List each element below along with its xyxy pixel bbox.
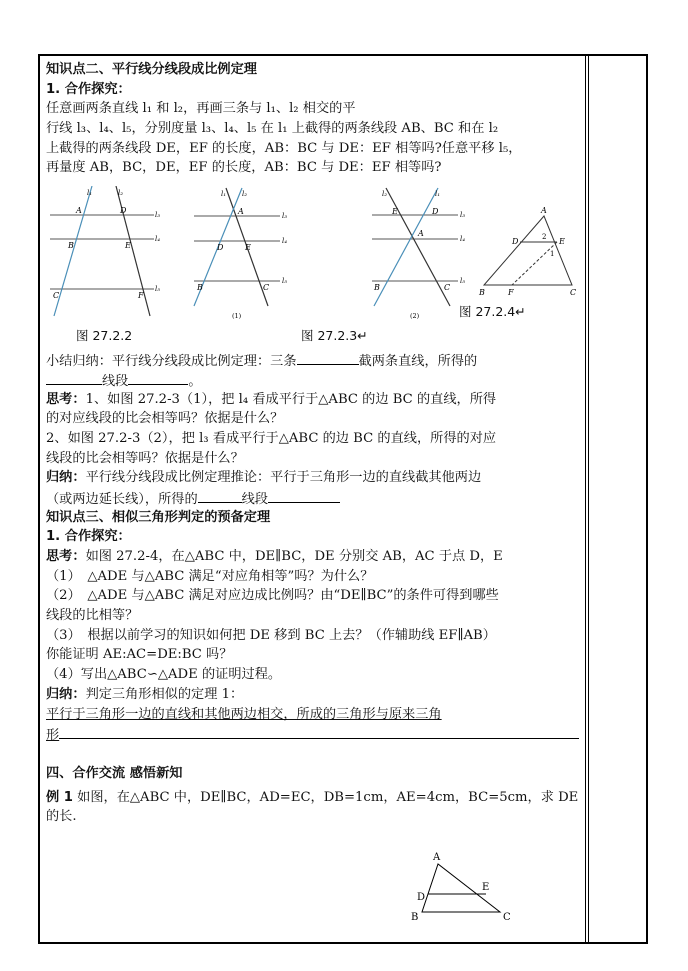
label-C: C [444,283,451,292]
label-l5: l₅ [155,285,161,293]
section2-sub: 1. 合作探究： [46,81,131,97]
para: 的对应线段的比会相等吗？依据是什么？ [46,411,284,427]
label-l3: l₃ [155,211,161,219]
label-l2: l₂ [382,190,388,198]
label-E: E [245,243,251,252]
label-C: C [263,283,270,292]
label-C: C [570,288,577,297]
question-3: （3） 根据以前学习的知识如何把 DE 移到 BC 上去？（作辅助线 EF∥AB） [46,627,496,643]
example-1: 例 1 如图，在△ABC 中，DE∥BC，AD=EC，DB=1cm，AE=4cm，BC=5cm，求 DE [46,789,579,805]
label-l1: l₁ [87,189,93,197]
example-figure [404,848,520,924]
label-D: D [432,207,439,216]
label-B: B [374,283,380,292]
theorem-line: 平行于三角形一边的直线和其他两边相交，所成的三角形与原来三角 [46,706,442,722]
label-l3: l₃ [460,211,466,219]
section4-heading: 四、合作交流 感悟新知 [46,765,183,781]
induce-cont: （或两边延长线），所得的 线段 [46,488,584,508]
label-B: B [479,288,485,297]
label-l4: l₄ [460,235,466,243]
label-A: A [76,206,82,215]
label-l5: l₅ [460,277,466,285]
label-D: D [512,237,519,246]
label-A: A [433,852,441,863]
label-B: B [197,283,203,292]
think-1: 思考：1、如图 27.2-3（1），把 l₄ 看成平行于△ABC 的边 BC 的直线，所得 [46,391,497,407]
column-divider [585,55,586,943]
caption-27-2-3: 图 27.2.3↵ [301,328,368,343]
document-body [46,58,584,827]
figure-27-2-3-2 [372,188,465,320]
induce: 归纳：平行线分线段成比例定理推论：平行于三角形一边的直线截其他两边 [46,470,482,486]
label-l5: l₅ [282,277,288,285]
caption-27-2-2: 图 27.2.2 [76,328,133,343]
para: 的长. [46,809,77,825]
label-D: D [417,892,426,903]
label-A: A [541,206,547,215]
induce-2: 归纳：判定三角形相似的定理 1： [46,686,244,702]
label-E: E [125,241,131,250]
blank-field [59,724,579,739]
section3-heading: 知识点三、相似三角形判定的预备定理 [46,509,271,525]
label-E: E [482,882,490,893]
question-1: （1） △ADE 与△ABC 满足“对应角相等”吗？为什么？ [46,568,374,584]
label-B: B [68,241,74,250]
label-A: A [238,207,244,216]
figure-27-2-2 [50,186,160,316]
blank-field [198,488,242,503]
angle-label-2: 2 [542,233,547,241]
para: 行线 l₃、l₄、l₅，分别度量 l₃、l₄、l₅ 在 l₁ 上截得的两条线段 AB、BC 和在 l₂ [46,121,499,137]
label-F: F [138,291,144,300]
label-E: E [559,237,565,246]
blank-field [128,370,188,385]
section3-sub: 1. 合作探究： [46,529,131,545]
para: 线段的比会相等吗？依据是什么？ [46,450,244,466]
label-C: C [503,912,511,923]
angle-label-1: 1 [550,250,555,258]
para: 上截得的两条线段 DE，EF 的长度，AB：BC 与 DE：EF 相等吗?任意平移 l₅， [46,140,522,156]
label-C: C [53,291,60,300]
summary-cont: 线段 。 [46,370,584,390]
label-l1: l₁ [221,190,227,198]
para: 再量度 AB，BC，DE，EF 的长度，AB：BC 与 DE：EF 相等吗? [46,160,442,176]
label-D: D [217,243,224,252]
theorem-line-2: 形 [46,724,584,744]
caption-27-2-4: 图 27.2.4↵ [459,304,526,319]
blank-field [46,370,102,385]
label-E: E [392,207,398,216]
para: 你能证明 AE:AC=DE:BC 吗？ [46,647,233,663]
question-4: （4）写出△ABC∽△ADE 的证明过程。 [46,667,282,683]
label-l2: l₂ [242,190,248,198]
subfig-label-2: (2) [410,312,420,320]
section2-heading: 知识点二、平行线分线段成比例定理 [46,62,257,77]
subfig-label-1: (1) [232,312,242,320]
blank-field [268,488,340,503]
label-l3: l₃ [282,212,288,220]
label-l2: l₂ [118,189,124,197]
label-l1: l₁ [435,190,441,198]
summary: 小结归纳：平行线分线段成比例定理：三条 截两条直线，所得的 [46,350,584,370]
figure-27-2-4 [478,206,576,297]
think-2: 2、如图 27.2-3（2），把 l₃ 看成平行于△ABC 的边 BC 的直线，所得的对应 [46,430,497,446]
para: 线段的比相等？ [46,608,139,624]
para: 任意画两条直线 l₁ 和 l₂，再画三条与 l₁、l₂ 相交的平 [46,101,356,117]
column-divider-inner [588,55,589,943]
label-D: D [120,206,127,215]
figure-27-2-3-1 [194,188,287,320]
label-l4: l₄ [155,235,161,243]
think-3: 思考：如图 27.2-4，在△ABC 中，DE∥BC，DE 分别交 AB，AC 于点 D，E [46,549,503,564]
question-2: （2） △ADE 与△ABC 满足对应边成比例吗？由“DE∥BC”的条件可得到哪些 [46,588,499,604]
label-B: B [411,912,419,923]
label-l4: l₄ [282,237,288,245]
label-A: A [418,229,424,238]
label-F: F [508,288,514,297]
